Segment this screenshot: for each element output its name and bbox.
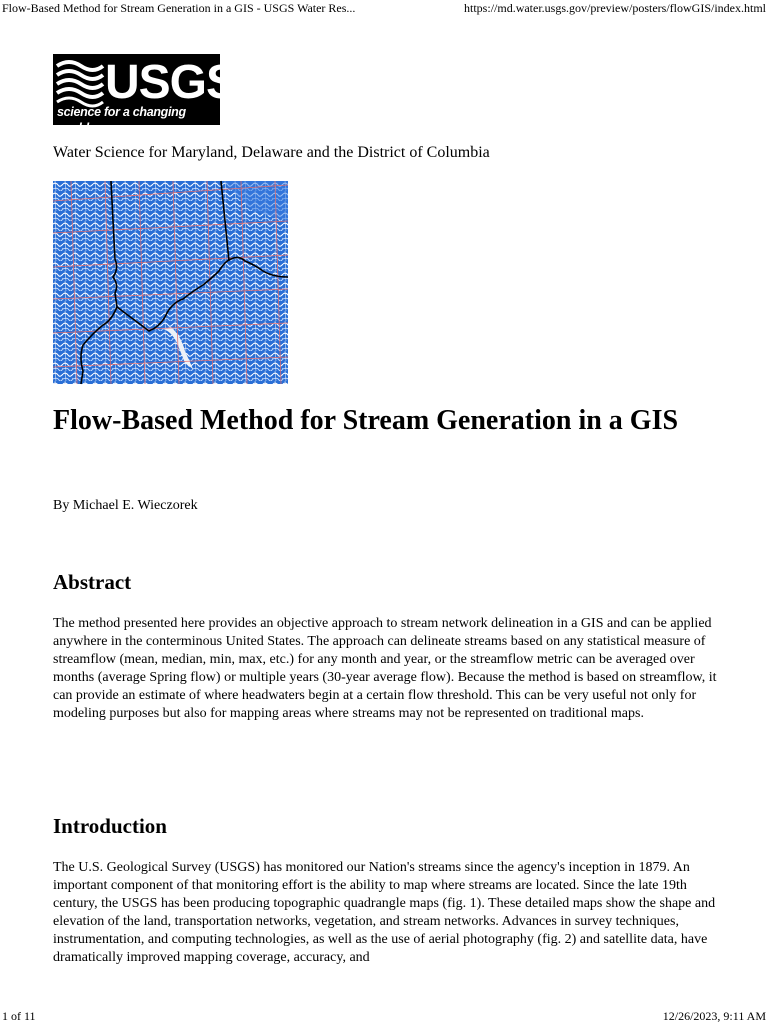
- article-byline: By Michael E. Wieczorek: [53, 498, 198, 513]
- introduction-heading: Introduction: [53, 814, 167, 838]
- usgs-tagline: science for a changing world: [57, 105, 186, 135]
- abstract-heading: Abstract: [53, 570, 132, 594]
- print-url[interactable]: https://md.water.usgs.gov/preview/posters/flowGIS/index.html: [464, 1, 766, 15]
- print-timestamp: 12/26/2023, 9:11 AM: [662, 1009, 766, 1023]
- print-header: [0, 0, 768, 18]
- usgs-wave-icon: [57, 60, 103, 104]
- print-footer: [0, 1008, 768, 1024]
- print-page-title: Flow-Based Method for Stream Generation in a GIS - USGS Water Res...: [2, 1, 356, 15]
- print-page-count: 1 of 11: [2, 1009, 36, 1023]
- usgs-wordmark: USGS: [105, 56, 238, 109]
- introduction-paragraph: The U.S. Geological Survey (USGS) has monitored our Nation's streams since the agency's inception in 1879. An important component of that monitoring effort is the ability to map where streams are located. Since the late 19th century, the USGS has been producing topographic quadrangle maps (fig. 1). These detailed maps show the shape and elevation of the land, transportation networks, vegetation, and stream networks. Advances in survey techniques, instrumentation, and computing technologies, as well as the use of aerial photography (fig. 2) and satellite data, have dramatically improved mapping coverage, accuracy, and: [53, 860, 716, 965]
- article-title: Flow-Based Method for Stream Generation in a GIS: [53, 405, 679, 436]
- usgs-logo[interactable]: [53, 54, 238, 135]
- stream-network-map-image: [53, 181, 288, 384]
- abstract-paragraph: The method presented here provides an objective approach to stream network delineation in a GIS and can be applied anywhere in the conterminous United States. The approach can delineate streams based on any statistical measure of streamflow (mean, median, min, max, etc.) for any month and year, or the streamflow metric can be averaged over months (average Spring flow) or multiple years (30-year average flow). Because the method is based on streamflow, it can provide an estimate of where headwaters begin at a certain flow threshold. This can be very useful not only for modeling purposes but also for mapping areas where streams may not be represented on traditional maps.: [53, 616, 717, 721]
- site-subtitle: Water Science for Maryland, Delaware and the District of Columbia: [53, 144, 490, 161]
